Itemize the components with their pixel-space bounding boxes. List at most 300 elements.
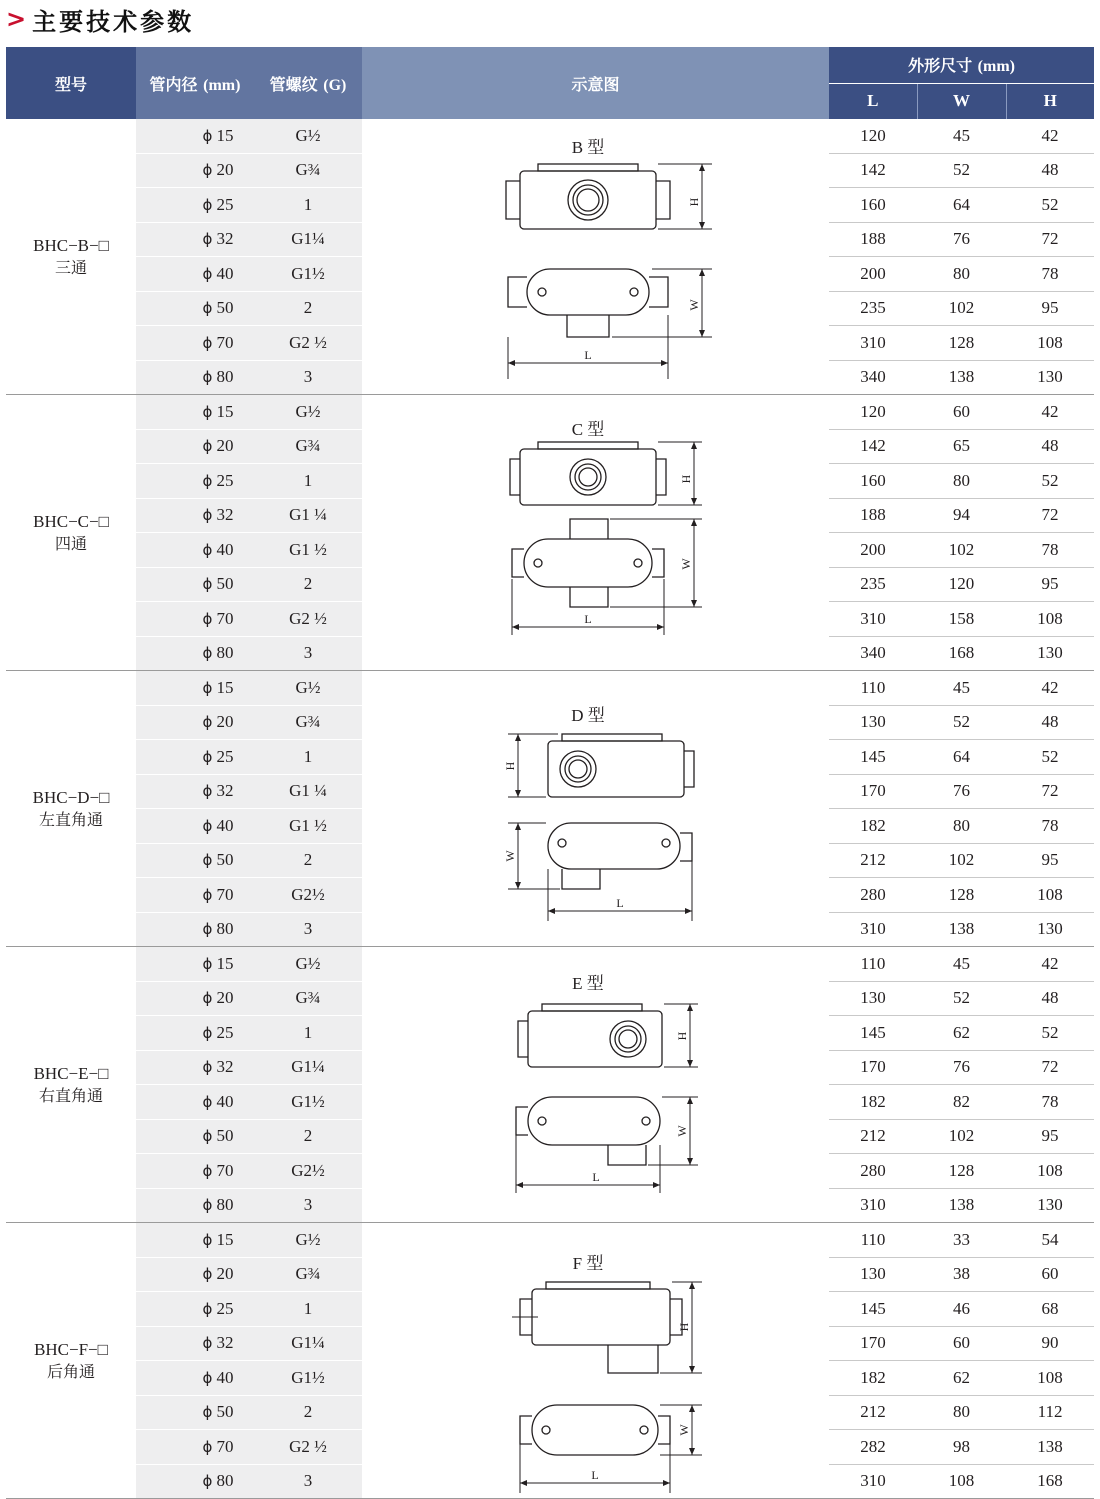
thread-cell: G1¼ bbox=[254, 1050, 362, 1085]
dim-L-cell: 310 bbox=[829, 326, 917, 361]
dim-H-cell: 130 bbox=[1006, 1188, 1094, 1223]
diagram-type-label: B 型 bbox=[571, 137, 605, 157]
diameter-symbol: ϕ bbox=[202, 299, 213, 318]
diameter-symbol: ϕ bbox=[202, 1299, 213, 1318]
bore-cell: ϕ 50 bbox=[136, 567, 254, 602]
bore-cell: ϕ 50 bbox=[136, 1119, 254, 1154]
dim-H-cell: 52 bbox=[1006, 1016, 1094, 1051]
thread-cell: 2 bbox=[254, 1119, 362, 1154]
bore-cell: ϕ 25 bbox=[136, 1292, 254, 1327]
dim-H-cell: 72 bbox=[1006, 774, 1094, 809]
model-code: BHC−B−□ bbox=[33, 235, 109, 255]
bore-cell: ϕ 25 bbox=[136, 464, 254, 499]
diagram-cell bbox=[362, 947, 829, 1223]
diagram-cell bbox=[362, 119, 829, 395]
thread-cell: G2 ½ bbox=[254, 602, 362, 637]
bore-cell: ϕ 80 bbox=[136, 360, 254, 395]
model-name: 后角通 bbox=[46, 1361, 95, 1381]
dim-W-cell: 45 bbox=[917, 119, 1006, 153]
dim-H-cell: 108 bbox=[1006, 602, 1094, 637]
dim-L-cell: 310 bbox=[829, 602, 917, 637]
bore-cell: ϕ 32 bbox=[136, 1050, 254, 1085]
svg-text:L: L bbox=[584, 611, 592, 626]
diameter-symbol: ϕ bbox=[202, 333, 213, 352]
dim-L-cell: 130 bbox=[829, 1257, 917, 1292]
diameter-symbol: ϕ bbox=[202, 747, 213, 766]
thread-cell: 3 bbox=[254, 636, 362, 671]
header-model: 型号 bbox=[6, 47, 136, 119]
dim-W-cell: 45 bbox=[917, 671, 1006, 706]
bore-cell: ϕ 80 bbox=[136, 636, 254, 671]
dim-L-cell: 145 bbox=[829, 1292, 917, 1327]
diameter-symbol: ϕ bbox=[202, 1161, 213, 1180]
bore-cell: ϕ 70 bbox=[136, 602, 254, 637]
diameter-symbol: ϕ bbox=[202, 644, 213, 663]
diameter-symbol: ϕ bbox=[202, 368, 213, 387]
dim-W-cell: 60 bbox=[917, 1326, 1006, 1361]
thread-cell: G1 ½ bbox=[254, 809, 362, 844]
bore-cell: ϕ 15 bbox=[136, 119, 254, 153]
dim-H-cell: 90 bbox=[1006, 1326, 1094, 1361]
dim-W-cell: 46 bbox=[917, 1292, 1006, 1327]
thread-cell: 1 bbox=[254, 1292, 362, 1327]
thread-cell: G½ bbox=[254, 1223, 362, 1258]
svg-text:W: W bbox=[675, 1124, 689, 1137]
bore-cell: ϕ 40 bbox=[136, 257, 254, 292]
diameter-symbol: ϕ bbox=[202, 1368, 213, 1387]
model-name: 右直角通 bbox=[38, 1085, 103, 1105]
chevron-right-icon: > bbox=[6, 5, 27, 33]
dim-H-cell: 48 bbox=[1006, 429, 1094, 464]
dim-H-cell: 130 bbox=[1006, 636, 1094, 671]
fitting-diagram bbox=[362, 399, 829, 667]
dim-H-cell: 78 bbox=[1006, 257, 1094, 292]
dim-W-cell: 102 bbox=[917, 291, 1006, 326]
diameter-symbol: ϕ bbox=[202, 402, 213, 421]
dim-H-cell: 138 bbox=[1006, 1430, 1094, 1465]
dim-H-cell: 48 bbox=[1006, 153, 1094, 188]
table-row bbox=[6, 671, 1094, 706]
diameter-symbol: ϕ bbox=[202, 920, 213, 939]
bore-cell: ϕ 20 bbox=[136, 153, 254, 188]
bore-cell: ϕ 50 bbox=[136, 1395, 254, 1430]
diameter-symbol: ϕ bbox=[202, 1196, 213, 1215]
thread-cell: G1½ bbox=[254, 1361, 362, 1396]
header-bore: 管内径 (mm) bbox=[136, 47, 254, 119]
bore-cell: ϕ 15 bbox=[136, 947, 254, 982]
svg-text:L: L bbox=[591, 1467, 599, 1482]
model-code: BHC−C−□ bbox=[33, 511, 109, 531]
dim-L-cell: 310 bbox=[829, 1464, 917, 1499]
bore-cell: ϕ 70 bbox=[136, 326, 254, 361]
bore-cell: ϕ 20 bbox=[136, 705, 254, 740]
dim-W-cell: 65 bbox=[917, 429, 1006, 464]
diameter-symbol: ϕ bbox=[202, 437, 213, 456]
section-title-text: 主要技术参数 bbox=[32, 7, 195, 36]
header-thread: 管螺纹 (G) bbox=[254, 47, 362, 119]
thread-cell: G¾ bbox=[254, 1257, 362, 1292]
dim-H-cell: 72 bbox=[1006, 498, 1094, 533]
dim-L-cell: 160 bbox=[829, 464, 917, 499]
bore-cell: ϕ 50 bbox=[136, 843, 254, 878]
dim-L-cell: 212 bbox=[829, 1119, 917, 1154]
dim-L-cell: 340 bbox=[829, 636, 917, 671]
thread-cell: G¾ bbox=[254, 705, 362, 740]
dim-H-cell: 42 bbox=[1006, 947, 1094, 982]
thread-cell: 2 bbox=[254, 843, 362, 878]
svg-text:W: W bbox=[677, 1423, 691, 1436]
diameter-symbol: ϕ bbox=[202, 230, 213, 249]
thread-cell: 2 bbox=[254, 291, 362, 326]
model-cell bbox=[6, 947, 136, 1223]
thread-cell: 2 bbox=[254, 1395, 362, 1430]
dim-L-cell: 170 bbox=[829, 774, 917, 809]
thread-cell: 3 bbox=[254, 912, 362, 947]
thread-cell: G1 ¼ bbox=[254, 774, 362, 809]
bore-cell: ϕ 15 bbox=[136, 395, 254, 430]
dim-H-cell: 52 bbox=[1006, 464, 1094, 499]
dim-H-cell: 112 bbox=[1006, 1395, 1094, 1430]
thread-cell: 1 bbox=[254, 188, 362, 223]
dim-H-cell: 42 bbox=[1006, 395, 1094, 430]
dim-W-cell: 76 bbox=[917, 1050, 1006, 1085]
dim-L-cell: 110 bbox=[829, 947, 917, 982]
dim-L-cell: 340 bbox=[829, 360, 917, 395]
dim-W-cell: 138 bbox=[917, 1188, 1006, 1223]
dim-H-cell: 130 bbox=[1006, 360, 1094, 395]
dim-L-cell: 182 bbox=[829, 1085, 917, 1120]
thread-cell: G2½ bbox=[254, 878, 362, 913]
diagram-type-label: E 型 bbox=[572, 973, 604, 993]
bore-cell: ϕ 32 bbox=[136, 1326, 254, 1361]
diagram-type-label: C 型 bbox=[571, 419, 605, 439]
dim-W-cell: 64 bbox=[917, 188, 1006, 223]
dim-W-cell: 128 bbox=[917, 878, 1006, 913]
dim-L-cell: 310 bbox=[829, 1188, 917, 1223]
diameter-symbol: ϕ bbox=[202, 195, 213, 214]
bore-cell: ϕ 70 bbox=[136, 878, 254, 913]
dim-H-cell: 78 bbox=[1006, 809, 1094, 844]
table-body bbox=[6, 119, 1094, 1499]
model-cell bbox=[6, 1223, 136, 1499]
bore-cell: ϕ 32 bbox=[136, 498, 254, 533]
diameter-symbol: ϕ bbox=[202, 1472, 213, 1491]
diameter-symbol: ϕ bbox=[202, 1437, 213, 1456]
model-code: BHC−F−□ bbox=[34, 1339, 108, 1359]
dim-L-cell: 282 bbox=[829, 1430, 917, 1465]
model-name: 左直角通 bbox=[38, 809, 103, 829]
dim-W-cell: 120 bbox=[917, 567, 1006, 602]
dim-H-cell: 95 bbox=[1006, 291, 1094, 326]
dim-L-cell: 170 bbox=[829, 1326, 917, 1361]
diameter-symbol: ϕ bbox=[202, 1127, 213, 1146]
dim-L-cell: 310 bbox=[829, 912, 917, 947]
model-cell bbox=[6, 671, 136, 947]
svg-text:L: L bbox=[592, 1169, 600, 1184]
thread-cell: 3 bbox=[254, 360, 362, 395]
bore-cell: ϕ 15 bbox=[136, 671, 254, 706]
dim-L-cell: 120 bbox=[829, 395, 917, 430]
dim-L-cell: 182 bbox=[829, 1361, 917, 1396]
dim-W-cell: 80 bbox=[917, 464, 1006, 499]
bore-cell: ϕ 15 bbox=[136, 1223, 254, 1258]
dim-H-cell: 60 bbox=[1006, 1257, 1094, 1292]
diameter-symbol: ϕ bbox=[202, 126, 213, 145]
diagram-type-label: D 型 bbox=[571, 705, 605, 725]
dim-H-cell: 78 bbox=[1006, 533, 1094, 568]
spec-table bbox=[6, 47, 1094, 1499]
thread-cell: G½ bbox=[254, 119, 362, 153]
dim-W-cell: 80 bbox=[917, 257, 1006, 292]
thread-cell: 1 bbox=[254, 1016, 362, 1051]
diameter-symbol: ϕ bbox=[202, 1403, 213, 1422]
diameter-symbol: ϕ bbox=[202, 1092, 213, 1111]
diameter-symbol: ϕ bbox=[202, 1023, 213, 1042]
bore-cell: ϕ 25 bbox=[136, 1016, 254, 1051]
dim-H-cell: 95 bbox=[1006, 567, 1094, 602]
svg-text:W: W bbox=[687, 298, 701, 311]
bore-cell: ϕ 40 bbox=[136, 533, 254, 568]
diagram-cell bbox=[362, 395, 829, 671]
fitting-diagram bbox=[362, 1227, 829, 1495]
bore-cell: ϕ 40 bbox=[136, 809, 254, 844]
thread-cell: G1¼ bbox=[254, 1326, 362, 1361]
dim-W-cell: 102 bbox=[917, 533, 1006, 568]
dim-L-cell: 160 bbox=[829, 188, 917, 223]
dim-W-cell: 62 bbox=[917, 1361, 1006, 1396]
dim-H-cell: 72 bbox=[1006, 1050, 1094, 1085]
dim-W-cell: 60 bbox=[917, 395, 1006, 430]
dim-L-cell: 200 bbox=[829, 533, 917, 568]
dim-W-cell: 82 bbox=[917, 1085, 1006, 1120]
model-code: BHC−E−□ bbox=[33, 1063, 109, 1083]
dim-H-cell: 42 bbox=[1006, 119, 1094, 153]
dim-L-cell: 130 bbox=[829, 981, 917, 1016]
dim-W-cell: 52 bbox=[917, 153, 1006, 188]
dim-H-cell: 95 bbox=[1006, 843, 1094, 878]
diameter-symbol: ϕ bbox=[202, 816, 213, 835]
svg-text:H: H bbox=[677, 1322, 691, 1331]
bore-cell: ϕ 20 bbox=[136, 429, 254, 464]
dim-H-cell: 108 bbox=[1006, 878, 1094, 913]
thread-cell: G½ bbox=[254, 947, 362, 982]
thread-cell: G½ bbox=[254, 671, 362, 706]
dim-L-cell: 280 bbox=[829, 878, 917, 913]
thread-cell: G1¼ bbox=[254, 222, 362, 257]
bore-cell: ϕ 32 bbox=[136, 222, 254, 257]
bore-cell: ϕ 20 bbox=[136, 981, 254, 1016]
thread-cell: G2 ½ bbox=[254, 326, 362, 361]
dim-L-cell: 142 bbox=[829, 153, 917, 188]
header-H: H bbox=[1006, 83, 1094, 119]
diameter-symbol: ϕ bbox=[202, 506, 213, 525]
diameter-symbol: ϕ bbox=[202, 1058, 213, 1077]
dim-W-cell: 128 bbox=[917, 1154, 1006, 1189]
dim-H-cell: 95 bbox=[1006, 1119, 1094, 1154]
thread-cell: G½ bbox=[254, 395, 362, 430]
svg-text:L: L bbox=[616, 895, 624, 910]
diameter-symbol: ϕ bbox=[202, 540, 213, 559]
dim-W-cell: 80 bbox=[917, 809, 1006, 844]
dim-L-cell: 145 bbox=[829, 1016, 917, 1051]
bore-cell: ϕ 80 bbox=[136, 1188, 254, 1223]
diameter-symbol: ϕ bbox=[202, 575, 213, 594]
diameter-symbol: ϕ bbox=[202, 713, 213, 732]
dim-H-cell: 48 bbox=[1006, 981, 1094, 1016]
dim-W-cell: 102 bbox=[917, 1119, 1006, 1154]
dim-L-cell: 110 bbox=[829, 671, 917, 706]
fitting-diagram bbox=[362, 123, 829, 391]
thread-cell: G2 ½ bbox=[254, 1430, 362, 1465]
dim-H-cell: 72 bbox=[1006, 222, 1094, 257]
diameter-symbol: ϕ bbox=[202, 989, 213, 1008]
thread-cell: G1 ½ bbox=[254, 533, 362, 568]
dim-W-cell: 108 bbox=[917, 1464, 1006, 1499]
bore-cell: ϕ 25 bbox=[136, 740, 254, 775]
dim-W-cell: 76 bbox=[917, 774, 1006, 809]
thread-cell: 1 bbox=[254, 740, 362, 775]
diameter-symbol: ϕ bbox=[202, 885, 213, 904]
diameter-symbol: ϕ bbox=[202, 954, 213, 973]
svg-text:H: H bbox=[687, 197, 701, 206]
dim-H-cell: 108 bbox=[1006, 1361, 1094, 1396]
dim-W-cell: 138 bbox=[917, 912, 1006, 947]
dim-L-cell: 170 bbox=[829, 1050, 917, 1085]
thread-cell: G1½ bbox=[254, 1085, 362, 1120]
dim-W-cell: 33 bbox=[917, 1223, 1006, 1258]
dim-H-cell: 52 bbox=[1006, 188, 1094, 223]
section-title bbox=[6, 2, 194, 36]
svg-text:W: W bbox=[503, 849, 517, 862]
table-row bbox=[6, 395, 1094, 430]
svg-text:W: W bbox=[679, 557, 693, 570]
dim-W-cell: 38 bbox=[917, 1257, 1006, 1292]
diameter-symbol: ϕ bbox=[202, 851, 213, 870]
dim-L-cell: 188 bbox=[829, 498, 917, 533]
thread-cell: 1 bbox=[254, 464, 362, 499]
thread-cell: G2½ bbox=[254, 1154, 362, 1189]
dim-H-cell: 42 bbox=[1006, 671, 1094, 706]
dim-L-cell: 235 bbox=[829, 567, 917, 602]
dim-L-cell: 212 bbox=[829, 1395, 917, 1430]
table-row bbox=[6, 947, 1094, 982]
bore-cell: ϕ 25 bbox=[136, 188, 254, 223]
bore-cell: ϕ 80 bbox=[136, 1464, 254, 1499]
bore-cell: ϕ 40 bbox=[136, 1361, 254, 1396]
dim-W-cell: 168 bbox=[917, 636, 1006, 671]
thread-cell: 3 bbox=[254, 1464, 362, 1499]
model-cell bbox=[6, 119, 136, 395]
thread-cell: 2 bbox=[254, 567, 362, 602]
dim-W-cell: 98 bbox=[917, 1430, 1006, 1465]
dim-H-cell: 108 bbox=[1006, 326, 1094, 361]
header-dimensions: 外形尺寸 (mm) bbox=[829, 47, 1094, 83]
thread-cell: 3 bbox=[254, 1188, 362, 1223]
dim-H-cell: 54 bbox=[1006, 1223, 1094, 1258]
dim-W-cell: 62 bbox=[917, 1016, 1006, 1051]
diameter-symbol: ϕ bbox=[202, 1230, 213, 1249]
dim-L-cell: 188 bbox=[829, 222, 917, 257]
table-header bbox=[6, 47, 1094, 119]
dim-W-cell: 158 bbox=[917, 602, 1006, 637]
dim-L-cell: 182 bbox=[829, 809, 917, 844]
diameter-symbol: ϕ bbox=[202, 678, 213, 697]
diagram-type-label: F 型 bbox=[572, 1253, 604, 1273]
dim-W-cell: 76 bbox=[917, 222, 1006, 257]
bore-cell: ϕ 50 bbox=[136, 291, 254, 326]
bore-cell: ϕ 80 bbox=[136, 912, 254, 947]
dim-L-cell: 212 bbox=[829, 843, 917, 878]
table-row bbox=[6, 1223, 1094, 1258]
bore-cell: ϕ 70 bbox=[136, 1154, 254, 1189]
dim-L-cell: 120 bbox=[829, 119, 917, 153]
bore-cell: ϕ 40 bbox=[136, 1085, 254, 1120]
dim-H-cell: 130 bbox=[1006, 912, 1094, 947]
svg-text:L: L bbox=[584, 347, 592, 362]
bore-cell: ϕ 32 bbox=[136, 774, 254, 809]
svg-text:H: H bbox=[503, 761, 517, 770]
model-name: 四通 bbox=[54, 533, 87, 553]
model-code: BHC−D−□ bbox=[32, 787, 110, 807]
dim-L-cell: 142 bbox=[829, 429, 917, 464]
diagram-cell bbox=[362, 1223, 829, 1499]
diagram-cell bbox=[362, 671, 829, 947]
dim-W-cell: 64 bbox=[917, 740, 1006, 775]
thread-cell: G¾ bbox=[254, 429, 362, 464]
dim-W-cell: 52 bbox=[917, 705, 1006, 740]
dim-W-cell: 128 bbox=[917, 326, 1006, 361]
dim-L-cell: 235 bbox=[829, 291, 917, 326]
dim-H-cell: 108 bbox=[1006, 1154, 1094, 1189]
dim-W-cell: 80 bbox=[917, 1395, 1006, 1430]
dim-L-cell: 110 bbox=[829, 1223, 917, 1258]
dim-L-cell: 200 bbox=[829, 257, 917, 292]
diameter-symbol: ϕ bbox=[202, 471, 213, 490]
dim-H-cell: 78 bbox=[1006, 1085, 1094, 1120]
bore-cell: ϕ 20 bbox=[136, 1257, 254, 1292]
diameter-symbol: ϕ bbox=[202, 609, 213, 628]
dim-H-cell: 48 bbox=[1006, 705, 1094, 740]
dim-W-cell: 52 bbox=[917, 981, 1006, 1016]
fitting-diagram bbox=[362, 951, 829, 1219]
model-name: 三通 bbox=[54, 257, 87, 277]
fitting-diagram bbox=[362, 675, 829, 943]
dim-W-cell: 94 bbox=[917, 498, 1006, 533]
dim-L-cell: 130 bbox=[829, 705, 917, 740]
dim-L-cell: 145 bbox=[829, 740, 917, 775]
dim-H-cell: 168 bbox=[1006, 1464, 1094, 1499]
diameter-symbol: ϕ bbox=[202, 264, 213, 283]
header-diagram: 示意图 bbox=[362, 47, 829, 119]
thread-cell: G1½ bbox=[254, 257, 362, 292]
diameter-symbol: ϕ bbox=[202, 1265, 213, 1284]
dim-H-cell: 52 bbox=[1006, 740, 1094, 775]
thread-cell: G1 ¼ bbox=[254, 498, 362, 533]
header-W: W bbox=[917, 83, 1006, 119]
dim-L-cell: 280 bbox=[829, 1154, 917, 1189]
bore-cell: ϕ 70 bbox=[136, 1430, 254, 1465]
diameter-symbol: ϕ bbox=[202, 782, 213, 801]
dim-W-cell: 102 bbox=[917, 843, 1006, 878]
thread-cell: G¾ bbox=[254, 153, 362, 188]
dim-H-cell: 68 bbox=[1006, 1292, 1094, 1327]
header-L: L bbox=[829, 83, 917, 119]
svg-text:H: H bbox=[675, 1031, 689, 1040]
diameter-symbol: ϕ bbox=[202, 161, 213, 180]
dim-W-cell: 45 bbox=[917, 947, 1006, 982]
diameter-symbol: ϕ bbox=[202, 1334, 213, 1353]
svg-text:H: H bbox=[679, 474, 693, 483]
